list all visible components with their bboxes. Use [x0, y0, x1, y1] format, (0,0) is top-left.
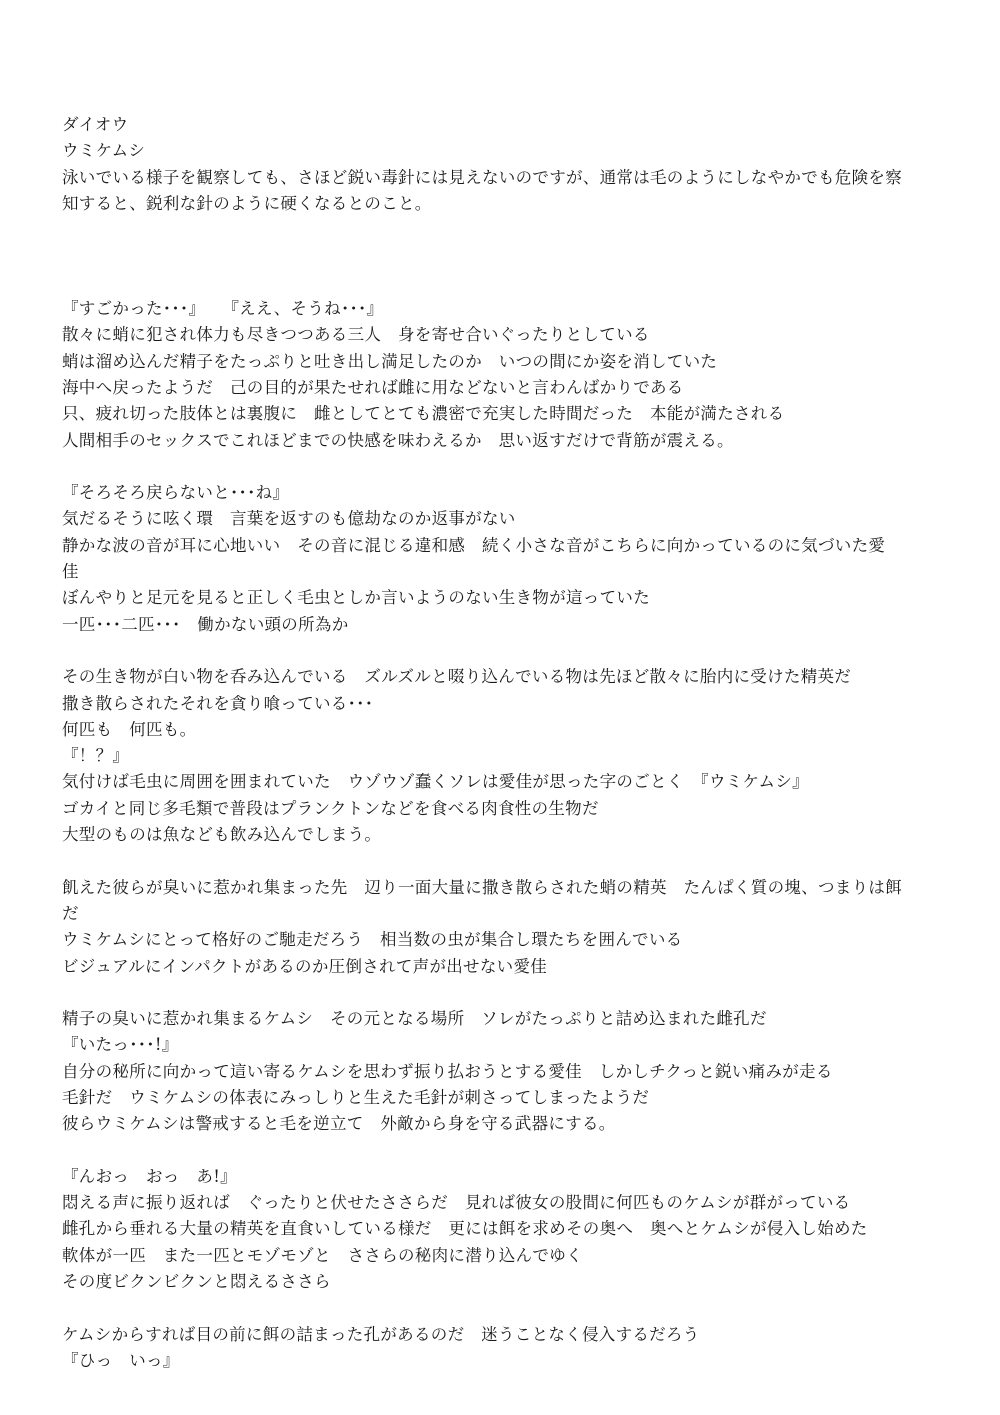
- text-line: 『！？』: [62, 746, 130, 766]
- text-line: 自分の秘所に向かって這い寄るケムシを思わず振り払おうとする愛佳 しかしチクっと鋭い痛みが走る: [62, 1061, 833, 1081]
- text-line: 泳いでいる様子を観察しても、さほど鋭い毒針には見えないのですが、通常は毛のようにしなやかでも危険を察: [62, 167, 902, 187]
- text-line: 『いたっ･･･!』: [62, 1035, 179, 1055]
- text-line: ケムシからすれば目の前に餌の詰まった孔があるのだ 迷うことなく侵入するだろう: [62, 1324, 700, 1344]
- text-line: ぼんやりと足元を見ると正しく毛虫としか言いようのない生き物が這っていた: [62, 588, 650, 608]
- text-line: その度ビクンビクンと悶えるささら: [62, 1272, 331, 1292]
- blank-line: [62, 270, 942, 296]
- text-line: 蛸は溜め込んだ精子をたっぷりと吐き出し満足したのか いつの間にか姿を消していた: [62, 351, 718, 371]
- text-line: その生き物が白い物を呑み込んでいる ズルズルと啜り込んでいる物は先ほど散々に胎内に受けた精英だ: [62, 667, 852, 687]
- blank-line: [62, 454, 942, 480]
- blank-line: [62, 1138, 942, 1164]
- blank-line: [62, 217, 942, 243]
- text-line: 毛針だ ウミケムシの体表にみっしりと生えた毛針が刺さってしまったようだ: [62, 1087, 650, 1107]
- text-line: 海中へ戻ったようだ 己の目的が果たせれば雌に用などないと言わんばかりである: [62, 377, 684, 397]
- text-line: 彼らウミケムシは警戒すると毛を逆立て 外敵から身を守る武器にする。: [62, 1114, 616, 1134]
- document-body: [62, 112, 942, 1374]
- text-line: 『そろそろ戻らないと･･･ね』: [62, 483, 290, 503]
- text-line: だ: [62, 903, 79, 923]
- text-line: 飢えた彼らが臭いに惹かれ集まった先 辺り一面大量に撒き散らされた蛸の精英 たんぱく質の塊、つまりは餌: [62, 877, 902, 897]
- text-line: 精子の臭いに惹かれ集まるケムシ その元となる場所 ソレがたっぷりと詰め込まれた雌孔だ: [62, 1009, 767, 1029]
- blank-line: [62, 638, 942, 664]
- text-line: 『んおっ おっ あ!』: [62, 1166, 237, 1186]
- text-line: 知すると、鋭利な針のように硬くなるとのこと。: [62, 193, 432, 213]
- text-line: 散々に蛸に犯され体力も尽きつつある三人 身を寄せ合いぐったりとしている: [62, 325, 650, 345]
- text-line: 気付けば毛虫に周囲を囲まれていた ウゾウゾ蠢くソレは愛佳が思った字のごとく 『ウミケムシ』: [62, 772, 809, 792]
- text-line: 佳: [62, 562, 79, 582]
- text-line: ゴカイと同じ多毛類で普段はプランクトンなどを食べる肉食性の生物だ: [62, 798, 599, 818]
- text-line: 『すごかった･･･』 『ええ、そうね･･･』: [62, 299, 384, 319]
- text-line: 『ひっ いっ』: [62, 1350, 180, 1370]
- text-line: 人間相手のセックスでこれほどまでの快感を味わえるか 思い返すだけで背筋が震える。: [62, 430, 734, 450]
- text-line: 撒き散らされたそれを貪り喰っている･･･: [62, 693, 374, 713]
- text-line: 一匹･･･二匹･･･ 働かない頭の所為か: [62, 614, 349, 634]
- text-line: 何匹も 何匹も。: [62, 719, 197, 739]
- blank-line: [62, 848, 942, 874]
- text-line: 大型のものは魚なども飲み込んでしまう。: [62, 825, 382, 845]
- text-line: 雌孔から垂れる大量の精英を直食いしている様だ 更には餌を求めその奥へ 奥へとケムシが侵入し始めた: [62, 1219, 868, 1239]
- text-line: 軟体が一匹 また一匹とモゾモゾと ささらの秘肉に潜り込んでゆく: [62, 1245, 583, 1265]
- text-line: ウミケムシ: [62, 141, 146, 161]
- blank-line: [62, 243, 942, 269]
- text-line: ダイオウ: [62, 115, 129, 134]
- text-line: 気だるそうに呟く環 言葉を返すのも億劫なのか返事がない: [62, 509, 516, 529]
- text-line: 悶える声に振り返れば ぐったりと伏せたささらだ 見れば彼女の股間に何匹ものケムシが群がっている: [62, 1193, 851, 1213]
- text-line: 只、疲れ切った肢体とは裏腹に 雌としてとても濃密で充実した時間だった 本能が満たされる: [62, 404, 785, 424]
- blank-line: [62, 980, 942, 1006]
- text-line: ビジュアルにインパクトがあるのか圧倒されて声が出せない愛佳: [62, 956, 548, 976]
- blank-line: [62, 1295, 942, 1321]
- text-line: 静かな波の音が耳に心地いい その音に混じる違和感 続く小さな音がこちらに向かっているのに気づいた愛: [62, 535, 886, 555]
- text-line: ウミケムシにとって格好のご馳走だろう 相当数の虫が集合し環たちを囲んでいる: [62, 930, 683, 950]
